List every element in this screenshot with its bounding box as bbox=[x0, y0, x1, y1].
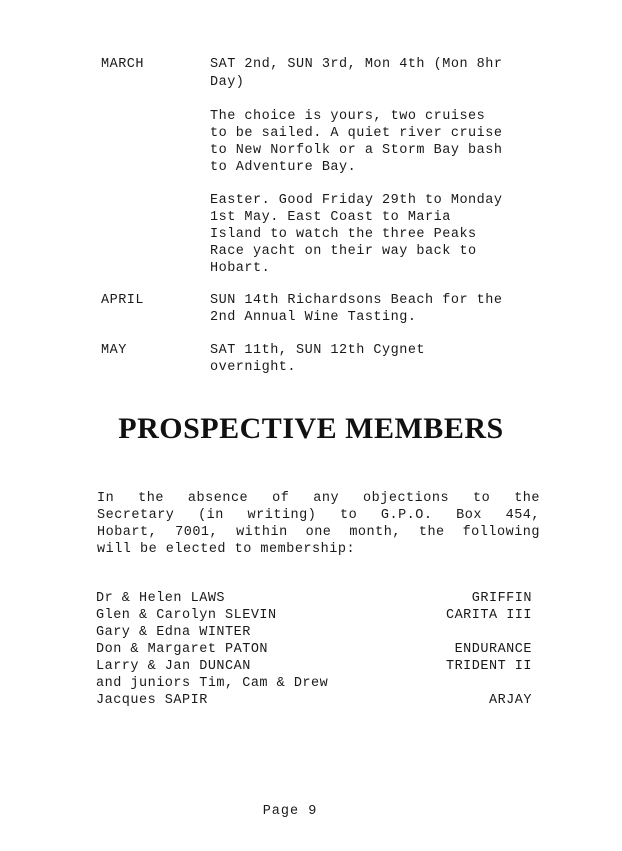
member-name: Dr & Helen LAWS bbox=[96, 591, 226, 606]
member-name: Gary & Edna WINTER bbox=[96, 625, 251, 640]
april-line-2: 2nd Annual Wine Tasting. bbox=[210, 310, 417, 325]
march-para3-line-3: Island to watch the three Peaks bbox=[210, 227, 477, 242]
march-para2-line-2: to be sailed. A quiet river cruise bbox=[210, 126, 503, 141]
march-line-1: SAT 2nd, SUN 3rd, Mon 4th (Mon 8hr bbox=[210, 57, 503, 72]
page-title: PROSPECTIVE MEMBERS bbox=[118, 412, 504, 445]
member-yacht: ENDURANCE bbox=[454, 642, 532, 657]
member-name: Glen & Carolyn SLEVIN bbox=[96, 608, 277, 623]
intro-line: will be elected to membership: bbox=[97, 542, 356, 557]
month-label-march: MARCH bbox=[101, 57, 145, 72]
member-name: Larry & Jan DUNCAN bbox=[96, 659, 251, 674]
page-number: Page 9 bbox=[262, 804, 318, 819]
april-line-1: SUN 14th Richardsons Beach for the bbox=[210, 293, 503, 308]
intro-line: Secretary (in writing) to G.P.O. Box 454, bbox=[97, 508, 540, 523]
march-para2-line-4: to Adventure Bay. bbox=[210, 160, 357, 175]
intro-line: Hobart, 7001, within one month, the following bbox=[97, 525, 540, 540]
member-name: Jacques SAPIR bbox=[96, 693, 208, 708]
march-para2-line-1: The choice is yours, two cruises bbox=[210, 109, 486, 124]
march-para2-line-3: to New Norfolk or a Storm Bay bash bbox=[210, 143, 503, 158]
member-yacht: ARJAY bbox=[488, 693, 532, 708]
member-yacht: TRIDENT II bbox=[445, 659, 532, 674]
march-para3-line-2: 1st May. East Coast to Maria bbox=[210, 210, 451, 225]
may-line-1: SAT 11th, SUN 12th Cygnet bbox=[210, 343, 426, 358]
march-line-2: Day) bbox=[210, 75, 245, 90]
may-line-2: overnight. bbox=[210, 360, 297, 375]
month-label-april: APRIL bbox=[101, 293, 145, 308]
member-yacht: CARITA III bbox=[445, 608, 532, 623]
march-para3-line-4: Race yacht on their way back to bbox=[210, 244, 477, 259]
month-label-may: MAY bbox=[101, 343, 127, 358]
march-para3-line-5: Hobart. bbox=[210, 261, 271, 276]
intro-paragraph bbox=[97, 490, 540, 558]
march-para3-line-1: Easter. Good Friday 29th to Monday bbox=[210, 193, 503, 208]
member-name: Don & Margaret PATON bbox=[96, 642, 269, 657]
member-name: and juniors Tim, Cam & Drew bbox=[96, 676, 329, 691]
member-yacht: GRIFFIN bbox=[471, 591, 532, 606]
intro-line: In the absence of any objections to the bbox=[97, 491, 540, 506]
